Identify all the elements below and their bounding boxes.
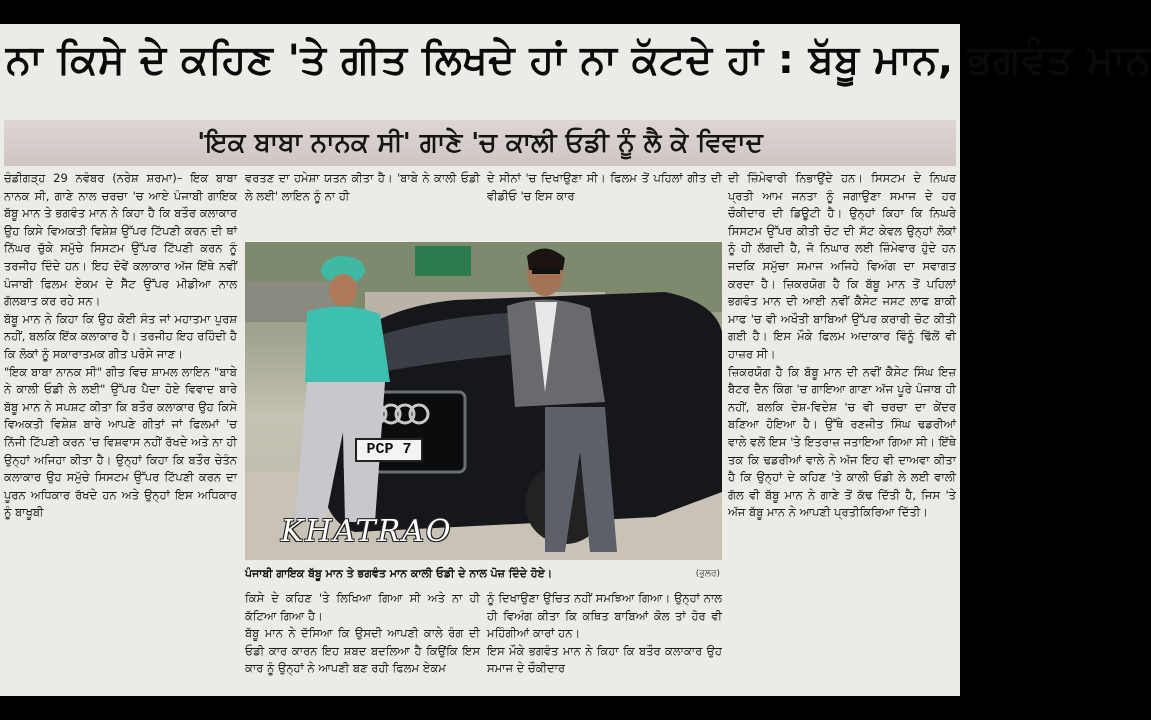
- shirt: [305, 306, 390, 382]
- photo-caption: ਪੰਜਾਬੀ ਗਾਇਕ ਬੱਬੂ ਮਾਨ ਤੇ ਭਗਵੰਤ ਮਾਨ ਕਾਲੀ ਓਡੀ ਦੇ ਨਾਲ ਪੋਜ਼ ਦਿੰਦੇ ਹੋਏ।: [245, 567, 553, 580]
- newspaper-page: [0, 24, 1151, 696]
- article-column-5: [245, 590, 480, 694]
- paragraph: ਨੂੰ ਦਿਖਾਉਣਾ ਉਚਿਤ ਨਹੀਂ ਸਮਝਿਆ ਗਿਆ। ਉਨ੍ਹਾਂ ਨਾਲ ਹੀ ਵਿਅੰਗ ਕੀਤਾ ਕਿ ਕਥਿਤ ਬਾਬਿਆਂ ਕੋਲ ਤਾਂ ਹੋਰ ਵੀ ਮਹਿੰਗੀਆਂ ਕਾਰਾਂ ਹਨ।: [487, 591, 722, 641]
- headline: ਨਾ ਕਿਸੇ ਦੇ ਕਹਿਣ 'ਤੇ ਗੀਤ ਲਿਖਦੇ ਹਾਂ ਨਾ ਕੱਟਦੇ ਹਾਂ : ਬੱਬੂ ਮਾਨ, ਭਗਵੰਤ ਮਾਨ: [6, 37, 1151, 83]
- paragraph: ਚੰਡੀਗੜ੍ਹ 29 ਨਵੰਬਰ (ਨਰੇਸ਼ ਸ਼ਰਮਾ)– ਇਕ ਬਾਬਾ ਨਾਨਕ ਸੀ, ਗਾਣੇ ਨਾਲ ਚਰਚਾ 'ਚ ਆਏ ਪੰਜਾਬੀ ਗਾਇਕ ਬੱਬੂ ਮਾਨ ਤੇ ਭਗਵੰਤ ਮਾਨ ਨੇ ਕਿਹਾ ਹੈ ਕਿ ਬਤੌਰ ਕਲਾਕਾਰ ਉਹ ਕਿਸੇ ਵਿਅਕਤੀ ਵਿਸ਼ੇਸ਼ ਉੱਪਰ ਟਿੱਪਣੀ ਕਰਨ ਦੀ ਥਾਂ ਨਿੱਘਰ ਚੁੱਕੇ ਸਮੁੱਚੇ ਸਿਸਟਮ ਉੱਪਰ ਟਿੱਪਣੀ ਕਰਨ ਨੂੰ ਤਰਜੀਹ ਦਿੰਦੇ ਹਨ। ਇਹ ਦੋਵੇਂ ਕਲਾਕਾਰ ਅੱਜ ਇੱਥੇ ਨਵੀਂ ਪੰਜਾਬੀ ਫਿਲਮ ਏਕਮ ਦੇ ਸੈੱਟ ਉੱਪਰ ਮੀਡੀਆ ਨਾਲ ਗੱਲਬਾਤ ਕਰ ਰਹੇ ਸਨ।: [4, 171, 237, 309]
- photo-illustration: [245, 242, 722, 560]
- paragraph: "ਇਕ ਬਾਬਾ ਨਾਨਕ ਸੀ" ਗੀਤ ਵਿਚ ਸ਼ਾਮਲ ਲਾਇਨ "ਬਾਬੇ ਨੇ ਕਾਲੀ ਓਡੀ ਲੇ ਲਈ" ਉੱਪਰ ਪੈਦਾ ਹੋਏ ਵਿਵਾਦ ਬਾਰੇ ਬੱਬੂ ਮਾਨ ਨੇ ਸਪਸ਼ਟ ਕੀਤਾ ਕਿ ਬਤੌਰ ਕਲਾਕਾਰ ਉਹ ਕਿਸੇ ਵਿਅਕਤੀ ਵਿਸ਼ੇਸ਼ ਬਾਰੇ ਆਪਣੇ ਗੀਤਾਂ ਜਾਂ ਫਿਲਮਾਂ 'ਚ ਨਿੱਜੀ ਟਿੱਪਣੀ ਕਰਨ 'ਚ ਵਿਸ਼ਵਾਸ ਨਹੀਂ ਰੱਖਦੇ ਅਤੇ ਨਾ ਹੀ ਉਨ੍ਹਾਂ ਅਜਿਹਾ ਕੀਤਾ ਹੈ। ਉਨ੍ਹਾਂ ਕਿਹਾ ਕਿ ਬਤੌਰ ਚੇਤੰਨ ਕਲਾਕਾਰ ਉਹ ਸਮੁੱਚੇ ਸਿਸਟਮ ਉੱਪਰ ਟਿੱਪਣੀ ਕਰਨ ਦਾ ਪੂਰਨ ਅਧਿਕਾਰ ਰੱਖਦੇ ਹਨ ਅਤੇ ਉਨ੍ਹਾਂ ਇਸ ਅਧਿਕਾਰ ਨੂੰ ਬਾਖੂਬੀ: [4, 364, 237, 520]
- paragraph: ਵਰਤਣ ਦਾ ਹਮੇਸ਼ਾ ਯਤਨ ਕੀਤਾ ਹੈ। 'ਬਾਬੇ ਨੇ ਕਾਲੀ ਓਡੀ ਲੇ ਲਈ' ਲਾਇਨ ਨੂੰ ਨਾ ਹੀ: [245, 171, 480, 203]
- article-column-2: [245, 170, 480, 242]
- paragraph: ਬੱਬੂ ਮਾਨ ਨੇ ਕਿਹਾ ਕਿ ਉਹ ਕੋਈ ਸੰਤ ਜਾਂ ਮਹਾਤਮਾ ਪੁਰਸ਼ ਨਹੀਂ, ਬਲਕਿ ਇੱਕ ਕਲਾਕਾਰ ਹੈ। ਤਰਜੀਹ ਇਹ ਰਹਿੰਦੀ ਹੈ ਕਿ ਲੋਕਾਂ ਨੂੰ ਸਕਾਰਾਤਮਕ ਗੀਤ ਪਰੋਸੇ ਜਾਣ।: [4, 311, 237, 361]
- photo-credit: (ਭੁਲਰ): [695, 569, 720, 579]
- paragraph: ਕਿਸੇ ਦੇ ਕਹਿਣ 'ਤੇ ਲਿਖਿਆ ਗਿਆ ਸੀ ਅਤੇ ਨਾ ਹੀ ਕੱਟਿਆ ਗਿਆ ਹੈ।: [245, 591, 480, 623]
- article-column-4: [728, 170, 956, 692]
- news-photo: [245, 242, 722, 560]
- t-shirt: [507, 299, 605, 407]
- paragraph: ਦੇ ਸੀਨਾਂ 'ਚ ਦਿਖਾਉਣਾ ਸੀ। ਫਿਲਮ ਤੋਂ ਪਹਿਲਾਂ ਗੀਤ ਦੀ ਵੀਡੀਓ 'ਚ ਇਸ ਕਾਰ: [487, 171, 722, 203]
- paragraph: ਇਸ ਮੌਕੇ ਭਗਵੰਤ ਮਾਨ ਨੇ ਕਿਹਾ ਕਿ ਬਤੌਰ ਕਲਾਕਾਰ ਉਹ ਸਮਾਜ ਦੇ ਚੌਕੀਦਾਰ: [487, 643, 722, 676]
- article-column-3: [487, 170, 722, 242]
- watermark-text: KHATRAO: [281, 514, 453, 549]
- paragraph: ਦੀ ਜ਼ਿੰਮੇਵਾਰੀ ਨਿਭਾਉਂਦੇ ਹਨ। ਸਿਸਟਮ ਦੇ ਨਿਘਰ ਪ੍ਰਤੀ ਆਮ ਜਨਤਾ ਨੂੰ ਜਗਾਉਣਾ ਸਮਾਜ ਦੇ ਹਰ ਚੌਕੀਦਾਰ ਦੀ ਡਿਊਟੀ ਹੈ। ਉਨ੍ਹਾਂ ਕਿਹਾ ਕਿ ਨਿਘਰੇ ਸਿਸਟਮ ਉੱਪਰ ਕੀਤੀ ਚੋਟ ਦੀ ਸੱਟ ਕੇਵਲ ਉਨ੍ਹਾਂ ਲੋਕਾਂ ਨੂੰ ਹੀ ਲੱਗਦੀ ਹੈ, ਜੋ ਨਿਘਾਰ ਲਈ ਜ਼ਿੰਮੇਵਾਰ ਹੁੰਦੇ ਹਨ ਜਦਕਿ ਸਮੁੱਚਾ ਸਮਾਜ ਅਜਿਹੇ ਵਿਅੰਗ ਦਾ ਸਵਾਗਤ ਕਰਦਾ ਹੈ। ਜ਼ਿਕਰਯੋਗ ਹੈ ਕਿ ਬੱਬੂ ਮਾਨ ਤੋਂ ਪਹਿਲਾਂ ਭਗਵੰਤ ਮਾਨ ਦੀ ਆਈ ਨਵੀਂ ਕੈਸੇਟ ਜਸਟ ਲਾਫ ਬਾਕੀ ਮਾਫ 'ਚ ਵੀ ਅਖੌਤੀ ਬਾਬਿਆਂ ਉੱਪਰ ਕਰਾਰੀ ਚੋਟ ਕੀਤੀ ਗਈ ਹੈ। ਇਸ ਮੌਕੇ ਫਿਲਮ ਅਦਾਕਾਰ ਵਿੰਨੂੰ ਢਿੱਲੋਂ ਵੀ ਹਾਜ਼ਰ ਸੀ।: [728, 171, 956, 361]
- license-plate: PCP 7: [355, 438, 423, 462]
- paragraph: ਜ਼ਿਕਰਯੋਗ ਹੈ ਕਿ ਬੱਬੂ ਮਾਨ ਦੀ ਨਵੀਂ ਕੈਸੇਟ ਸਿੰਘ ਇਜ਼ ਬੈਟਰ ਦੈਨ ਕਿੰਗ 'ਚ ਗਾਇਆ ਗਾਣਾ ਅੱਜ ਪੂਰੇ ਪੰਜਾਬ ਹੀ ਨਹੀਂ, ਬਲਕਿ ਦੇਸ਼-ਵਿਦੇਸ਼ 'ਚ ਵੀ ਚਰਚਾ ਦਾ ਕੇਂਦਰ ਬਣਿਆ ਹੋਇਆ ਹੈ। ਉੱਥੇ ਰਣਜੀਤ ਸਿੰਘ ਢਡਰੀਆਂ ਵਾਲੇ ਵਲੋਂ ਇਸ 'ਤੇ ਇਤਰਾਜ਼ ਜਤਾਇਆ ਗਿਆ ਸੀ। ਇੱਥੇ ਤਕ ਕਿ ਢਡਰੀਆਂ ਵਾਲੇ ਨੇ ਅੱਜ ਇਹ ਵੀ ਦਾਅਵਾ ਕੀਤਾ ਹੈ ਕਿ ਉਨ੍ਹਾਂ ਦੇ ਕਹਿਣ 'ਤੇ ਕਾਲੀ ਓਡੀ ਲੇ ਲਈ ਵਾਲੀ ਗੱਲ ਵੀ ਬੱਬੂ ਮਾਨ ਨੇ ਗਾਣੇ ਤੋਂ ਕੱਢ ਦਿੱਤੀ ਹੈ, ਜਿਸ 'ਤੇ ਅੱਜ ਬੱਬੂ ਮਾਨ ਨੇ ਆਪਣੀ ਪ੍ਰਤੀਕਿਰਿਆ ਦਿੱਤੀ।: [728, 364, 956, 520]
- paragraph: ਬੱਬੂ ਮਾਨ ਨੇ ਦੱਸਿਆ ਕਿ ਉਸਦੀ ਆਪਣੀ ਕਾਲੇ ਰੰਗ ਦੀ ਓਡੀ ਕਾਰ ਕਾਰਨ ਇਹ ਸ਼ਬਦ ਬਦਲਿਆ ਹੈ ਕਿਉਂਕਿ ਇਸ ਕਾਰ ਨੂੰ ਉਨ੍ਹਾਂ ਨੇ ਆਪਣੀ ਬਣ ਰਹੀ ਫਿਲਮ ਏਕਮ: [245, 626, 480, 676]
- article-column-1: [4, 170, 237, 692]
- background-signboard: [415, 246, 471, 276]
- article-column-6: [487, 590, 722, 694]
- subheadline: 'ਇਕ ਬਾਬਾ ਨਾਨਕ ਸੀ' ਗਾਣੇ 'ਚ ਕਾਲੀ ਓਡੀ ਨੂੰ ਲੈ ਕੇ ਵਿਵਾਦ: [197, 128, 763, 158]
